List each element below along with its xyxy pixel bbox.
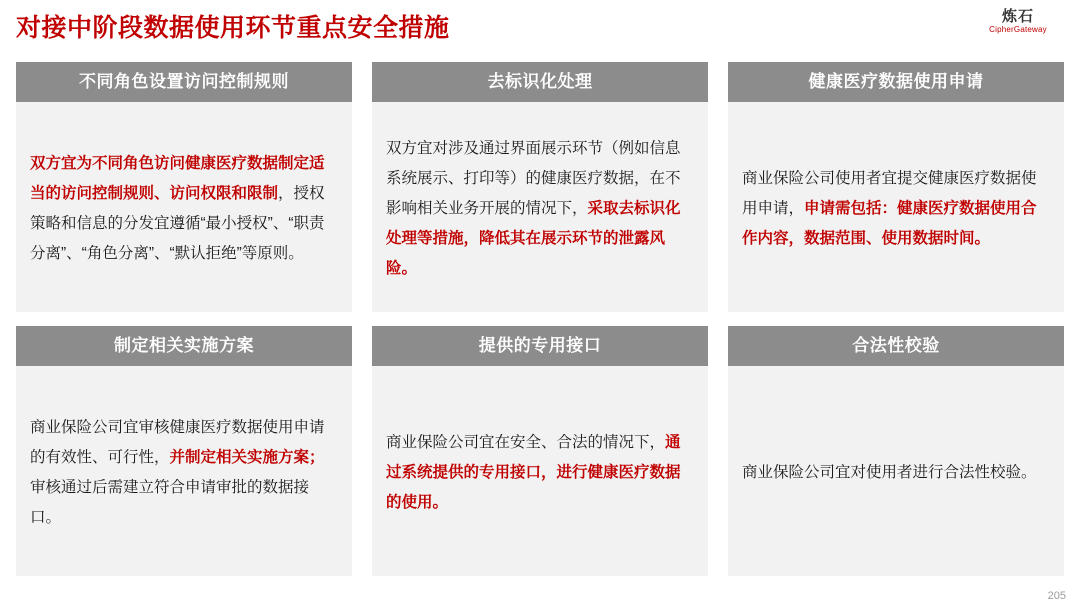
card-body xyxy=(16,366,352,576)
company-logo xyxy=(970,8,1066,42)
card-title: 不同角色设置访问控制规则 xyxy=(16,62,352,102)
card-body xyxy=(372,102,708,312)
card-de-identification xyxy=(372,62,708,312)
card-text-highlight: 申请需包括：健康医疗数据使用合作内容，数据范围、使用数据时间。 xyxy=(742,200,1037,247)
card-dedicated-interface xyxy=(372,326,708,576)
card-body xyxy=(16,102,352,312)
page-number: 205 xyxy=(1047,590,1066,602)
card-text: 双方宜对涉及通过界面展示环节（例如信息系统展示、打印等）的健康医疗数据，在不影响相关业务开展的情况下， xyxy=(386,140,681,217)
card-title: 合法性校验 xyxy=(728,326,1064,366)
card-body xyxy=(728,102,1064,312)
logo-mark-text: 炼石 xyxy=(1001,8,1034,25)
logo-sub-text: CipherGateway xyxy=(989,25,1047,34)
card-title: 制定相关实施方案 xyxy=(16,326,352,366)
card-body xyxy=(728,366,1064,576)
card-text: 商业保险公司宜在安全、合法的情况下， xyxy=(386,434,666,451)
card-text: 商业保险公司使用者宜提交健康医疗数据使用申请， xyxy=(742,170,1037,217)
card-grid xyxy=(16,62,1064,576)
card-text-highlight: 并制定相关实施方案； xyxy=(169,449,325,466)
card-body xyxy=(372,366,708,576)
card-text: 商业保险公司宜审核健康医疗数据使用申请的有效性、可行性， xyxy=(30,419,325,466)
card-title: 去标识化处理 xyxy=(372,62,708,102)
card-access-control xyxy=(16,62,352,312)
card-implementation-plan xyxy=(16,326,352,576)
page-title: 对接中阶段数据使用环节重点安全措施 xyxy=(16,14,450,42)
card-text-tail: 审核通过后需建立符合申请审批的数据接口。 xyxy=(30,479,310,526)
card-data-use-application xyxy=(728,62,1064,312)
card-text-highlight: 双方宜为不同角色访问健康医疗数据制定适当的访问控制规则、访问权限和限制 xyxy=(30,155,325,202)
card-text: 商业保险公司宜对使用者进行合法性校验。 xyxy=(742,464,1037,481)
card-text-highlight: 采取去标识化处理等措施，降低其在展示环节的泄露风险。 xyxy=(386,200,681,277)
card-title: 提供的专用接口 xyxy=(372,326,708,366)
card-title: 健康医疗数据使用申请 xyxy=(728,62,1064,102)
card-text: ，授权策略和信息的分发宜遵循“最小授权”、“职责分离”、“角色分离”、“默认拒绝”等原则。 xyxy=(30,185,325,262)
card-text-highlight: 通过系统提供的专用接口，进行健康医疗数据的使用。 xyxy=(386,434,681,511)
card-legality-verification xyxy=(728,326,1064,576)
